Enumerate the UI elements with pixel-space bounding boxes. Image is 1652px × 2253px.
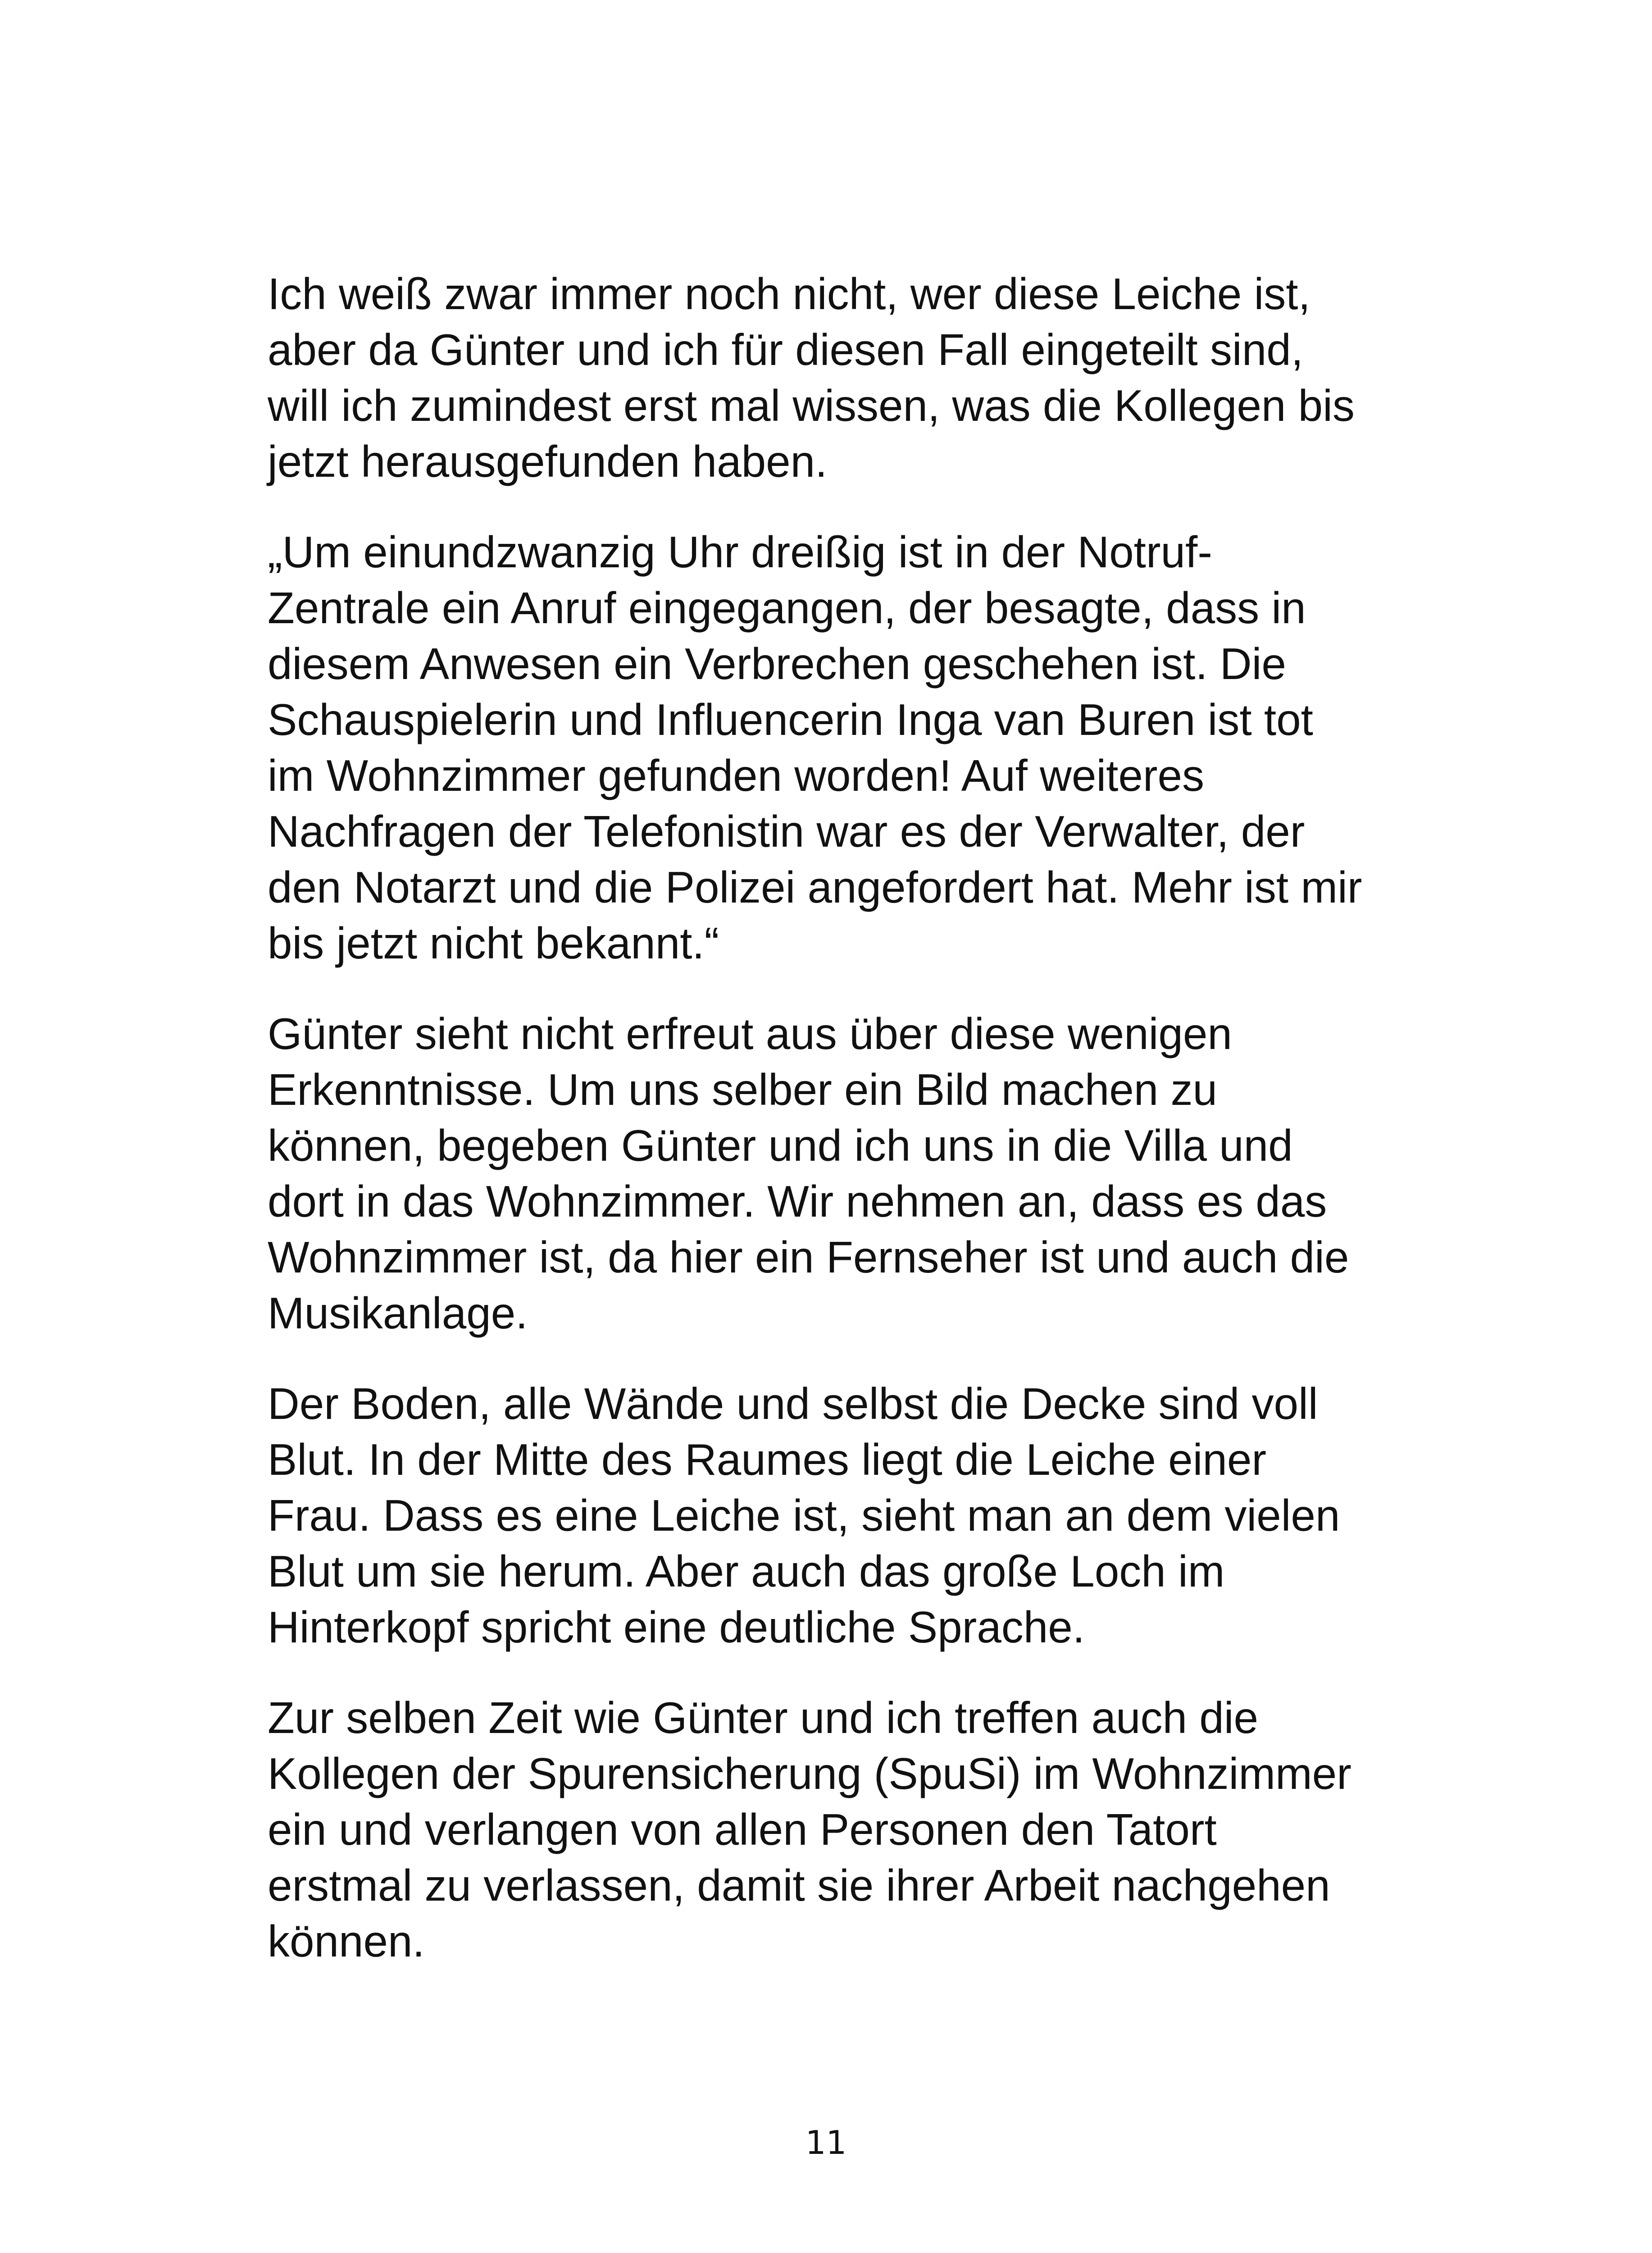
text-line: will ich zumindest erst mal wissen, was die Kollegen bis (268, 381, 1355, 430)
text-line: Zur selben Zeit wie Günter und ich treffen auch die (268, 1693, 1258, 1742)
text-line: Der Boden, alle Wände und selbst die Decke sind voll (268, 1379, 1318, 1428)
text-line: Hinterkopf spricht eine deutliche Sprache. (268, 1602, 1085, 1652)
text-line: dort in das Wohnzimmer. Wir nehmen an, dass es das (268, 1177, 1327, 1226)
text-line: können, begeben Günter und ich uns in die Villa und (268, 1121, 1293, 1170)
text-line: Frau. Dass es eine Leiche ist, sieht man an dem vielen (268, 1491, 1340, 1540)
text-line: Wohnzimmer ist, da hier ein Fernseher ist und auch die (268, 1232, 1349, 1282)
text-line: im Wohnzimmer gefunden worden! Auf weiteres (268, 751, 1204, 800)
text-line: Musikanlage. (268, 1288, 528, 1338)
body-text (268, 266, 1439, 2004)
text-line: jetzt herausgefunden haben. (268, 437, 828, 486)
text-line: erstmal zu verlassen, damit sie ihrer Arbeit nachgehen (268, 1861, 1330, 1910)
text-line: Schauspielerin und Influencerin Inga van Buren ist tot (268, 695, 1313, 744)
paragraph-1 (268, 266, 1439, 489)
page-number: 11 (805, 2124, 847, 2162)
text-line: Nachfragen der Telefonistin war es der Verwalter, der (268, 807, 1305, 856)
text-line: können. (268, 1916, 425, 1966)
text-line: Zentrale ein Anruf eingegangen, der besagte, dass in (268, 583, 1306, 633)
text-line: diesem Anwesen ein Verbrechen geschehen ist. Die (268, 639, 1286, 689)
text-line: Blut um sie herum. Aber auch das große Loch im (268, 1546, 1225, 1596)
text-line: Ich weiß zwar immer noch nicht, wer diese Leiche ist, (268, 269, 1311, 319)
paragraph-5 (268, 1690, 1439, 1969)
paragraph-3 (268, 1006, 1439, 1341)
text-line: Günter sieht nicht erfreut aus über diese wenigen (268, 1009, 1232, 1058)
text-line: Erkenntnisse. Um uns selber ein Bild machen zu (268, 1065, 1218, 1114)
text-line: Blut. In der Mitte des Raumes liegt die Leiche einer (268, 1435, 1267, 1484)
paragraph-2 (268, 524, 1439, 971)
text-line: ein und verlangen von allen Personen den Tatort (268, 1805, 1217, 1854)
text-line: den Notarzt und die Polizei angefordert hat. Mehr ist mir (268, 862, 1362, 912)
text-line: Kollegen der Spurensicherung (SpuSi) im Wohnzimmer (268, 1749, 1352, 1798)
paragraph-4 (268, 1376, 1439, 1655)
text-line: „Um einundzwanzig Uhr dreißig ist in der Notruf- (268, 527, 1212, 577)
text-line: aber da Günter und ich für diesen Fall eingeteilt sind, (268, 325, 1303, 374)
text-line: bis jetzt nicht bekannt.“ (268, 918, 719, 968)
